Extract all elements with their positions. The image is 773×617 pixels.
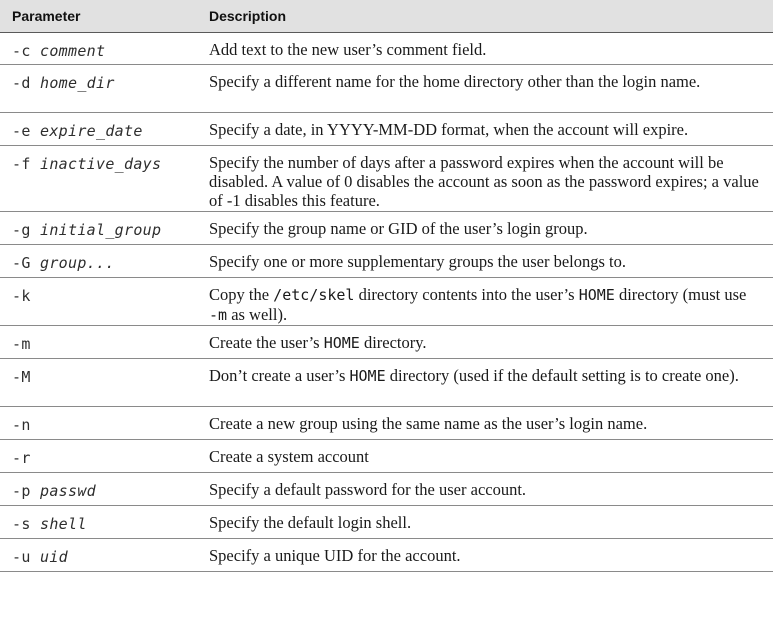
table-row — [0, 407, 773, 440]
parameter-cell — [0, 245, 209, 277]
description-text: Copy the — [209, 285, 274, 304]
description-text: Specify the number of days after a password expires when the account will be disabled. A value of 0 disables the account as soon as the password expires; a value of -1 disables this feature. — [209, 153, 759, 210]
description-cell — [209, 212, 773, 244]
table-row — [0, 146, 773, 212]
header-description: Description — [209, 8, 287, 24]
parameter-flag: -c — [12, 42, 31, 60]
description-text: Specify a different name for the home directory other than the login name. — [209, 72, 701, 91]
parameter-argument: inactive_days — [40, 155, 162, 173]
parameter-cell — [0, 278, 209, 325]
parameter-flag: -s — [12, 515, 31, 533]
description-text: Add text to the new user’s comment field. — [209, 40, 487, 59]
parameter-flag: -d — [12, 74, 31, 92]
table-header — [0, 0, 773, 33]
table-row — [0, 245, 773, 278]
code-text: -m — [209, 306, 228, 324]
description-text: Create a system account — [209, 447, 369, 466]
parameter-flag: -m — [12, 335, 31, 353]
parameter-cell — [0, 359, 209, 406]
parameter-cell — [0, 326, 209, 358]
table-row — [0, 539, 773, 572]
table-row — [0, 326, 773, 359]
code-text: HOME — [323, 334, 360, 352]
parameter-cell — [0, 212, 209, 244]
description-cell — [209, 278, 773, 325]
parameter-argument: passwd — [40, 482, 97, 500]
parameter-flag: -f — [12, 155, 31, 173]
parameter-flag: -r — [12, 449, 31, 467]
description-cell — [209, 539, 773, 571]
table-row — [0, 278, 773, 326]
description-text: Specify a default password for the user account. — [209, 480, 527, 499]
parameter-cell — [0, 146, 209, 211]
parameter-flag: -u — [12, 548, 31, 566]
description-text: Specify the default login shell. — [209, 513, 412, 532]
description-text: Specify one or more supplementary groups the user belongs to. — [209, 252, 626, 271]
parameter-argument: group... — [40, 254, 115, 272]
parameter-cell — [0, 113, 209, 145]
parameter-flag: -G — [12, 254, 31, 272]
parameter-cell — [0, 65, 209, 112]
parameter-flag: -g — [12, 221, 31, 239]
description-cell — [209, 33, 773, 64]
parameter-cell — [0, 407, 209, 439]
description-cell — [209, 473, 773, 505]
parameter-flag: -M — [12, 368, 31, 386]
description-text: as well). — [227, 305, 288, 324]
description-cell — [209, 113, 773, 145]
code-text: HOME — [578, 286, 615, 304]
description-text: Create a new group using the same name as the user’s login name. — [209, 414, 648, 433]
description-text: Don’t create a user’s — [209, 366, 350, 385]
table-row — [0, 212, 773, 245]
description-text: directory (used if the default setting is to create one). — [385, 366, 739, 385]
parameter-argument: expire_date — [40, 122, 143, 140]
description-cell — [209, 440, 773, 472]
description-text: directory. — [359, 333, 427, 352]
description-cell — [209, 146, 773, 211]
parameter-cell — [0, 440, 209, 472]
parameter-argument: initial_group — [40, 221, 162, 239]
table-row — [0, 33, 773, 65]
table-row — [0, 506, 773, 539]
parameter-cell — [0, 33, 209, 64]
table-row — [0, 440, 773, 473]
code-text: /etc/skel — [273, 286, 355, 304]
description-text: Specify the group name or GID of the user’s login group. — [209, 219, 588, 238]
parameter-cell — [0, 539, 209, 571]
description-cell — [209, 245, 773, 277]
table-row — [0, 113, 773, 146]
description-cell — [209, 359, 773, 406]
table-row — [0, 65, 773, 113]
description-cell — [209, 506, 773, 538]
parameter-flag: -k — [12, 287, 31, 305]
table-row — [0, 359, 773, 407]
description-cell — [209, 407, 773, 439]
table-body — [0, 33, 773, 572]
description-text: Specify a date, in YYYY-MM-DD format, when the account will expire. — [209, 120, 689, 139]
parameter-flag: -p — [12, 482, 31, 500]
code-text: HOME — [349, 367, 386, 385]
description-cell — [209, 65, 773, 112]
description-text: directory (must use — [614, 285, 747, 304]
description-text: Specify a unique UID for the account. — [209, 546, 461, 565]
parameter-flag: -e — [12, 122, 31, 140]
parameter-cell — [0, 506, 209, 538]
parameter-flag: -n — [12, 416, 31, 434]
parameter-argument: uid — [40, 548, 69, 566]
parameter-argument: shell — [40, 515, 87, 533]
parameter-argument: home_dir — [40, 74, 115, 92]
description-text: Create the user’s — [209, 333, 324, 352]
parameter-argument: comment — [40, 42, 106, 60]
description-cell — [209, 326, 773, 358]
header-parameter: Parameter — [12, 8, 81, 24]
table-row — [0, 473, 773, 506]
description-text: directory contents into the user’s — [354, 285, 579, 304]
parameter-cell — [0, 473, 209, 505]
